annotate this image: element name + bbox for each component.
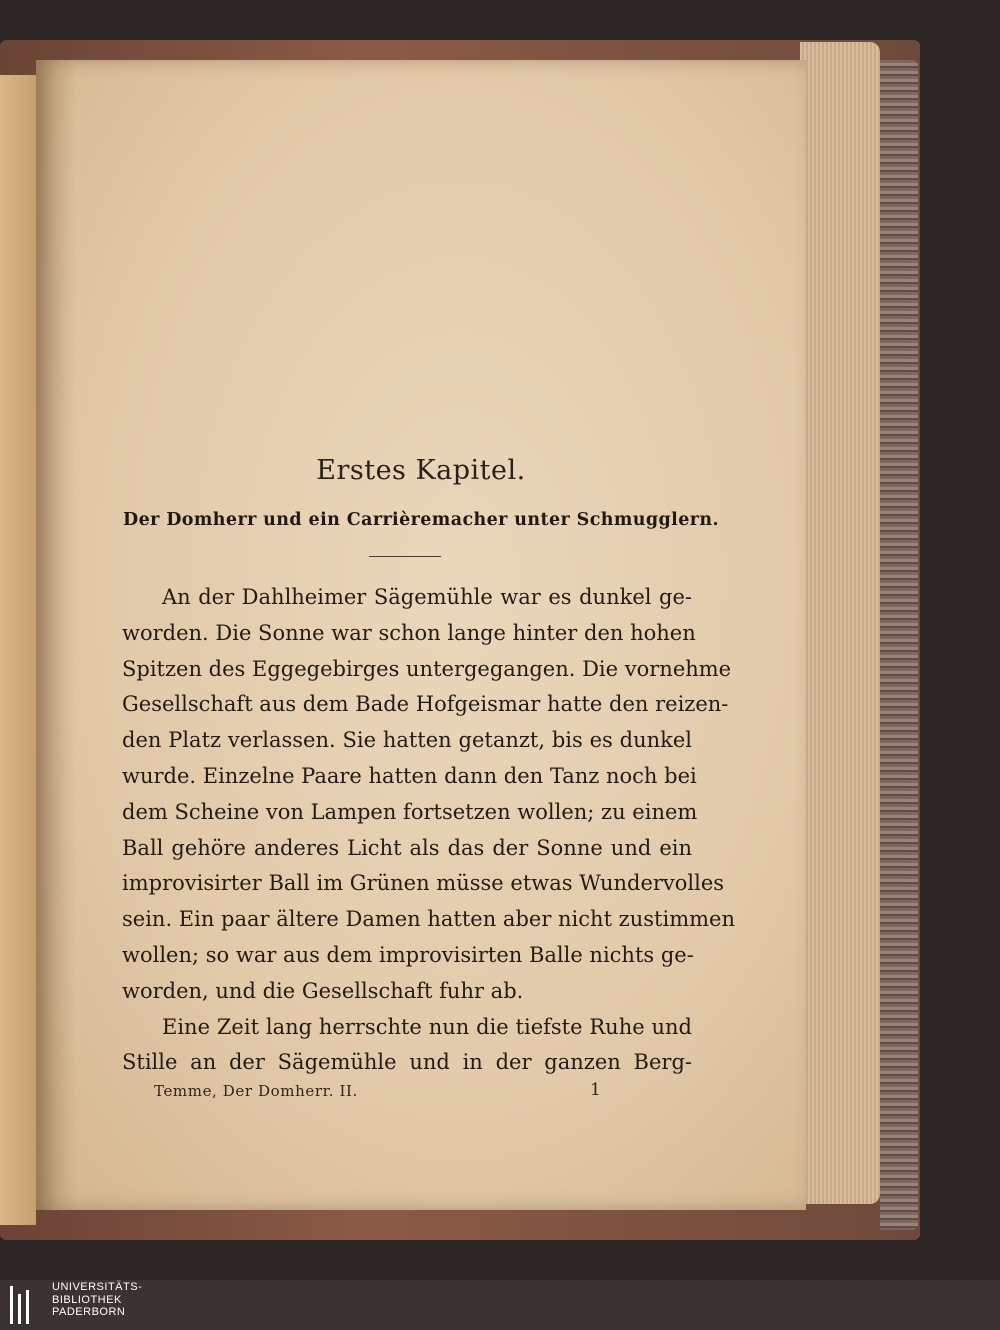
text-line: dem Scheine von Lampen fortsetzen wollen; zu einem xyxy=(122,799,698,824)
chapter-title: Erstes Kapitel. xyxy=(316,455,526,486)
text-line: Gesellschaft aus dem Bade Hofgeismar hatte den reizen- xyxy=(122,692,729,717)
text-line: den Platz verlassen. Sie hatten getanzt, bis es dunkel xyxy=(122,728,692,753)
left-page-edge xyxy=(0,75,36,1225)
text-line: Spitzen des Eggegebirges untergegangen. Die vornehme xyxy=(122,656,732,681)
library-line: BIBLIOTHEK xyxy=(52,1293,122,1306)
text-line: An der Dahlheimer Sägemühle war es dunkel ge- xyxy=(162,585,692,609)
text-line: worden. Die Sonne war schon lange hinter den hohen xyxy=(122,620,696,645)
text-line: sein. Ein paar ältere Damen hatten aber nicht zustimmen xyxy=(122,907,735,932)
text-line: wurde. Einzelne Paare hatten dann den Tanz noch bei xyxy=(122,763,697,788)
book-page xyxy=(36,60,806,1210)
cover-edge xyxy=(880,60,918,1230)
text-line: worden, und die Gesellschaft fuhr ab. xyxy=(122,978,524,1003)
text-line: Stille an der Sägemühle und in der ganzen Berg- xyxy=(122,1050,692,1075)
page-number: 1 xyxy=(590,1080,601,1100)
text-line: wollen; so war aus dem improvisirten Balle nichts ge- xyxy=(122,942,694,967)
text-line: improvisirter Ball im Grünen müsse etwas Wundervolles xyxy=(122,871,725,896)
library-logo-icon xyxy=(10,1286,29,1324)
chapter-subtitle: Der Domherr und ein Carrièremacher unter Schmugglern. xyxy=(123,510,719,530)
library-footer-bar xyxy=(0,1280,1000,1330)
divider xyxy=(369,556,441,557)
page-edges xyxy=(800,42,880,1204)
library-name xyxy=(52,1281,142,1319)
text-line: Ball gehöre anderes Licht als das der Sonne und ein xyxy=(122,835,692,860)
library-line: UNIVERSITÄTS- xyxy=(52,1281,143,1293)
library-line: PADERBORN xyxy=(52,1306,126,1318)
body-text xyxy=(122,580,735,1081)
footer-signature: Temme, Der Domherr. II. xyxy=(154,1082,358,1100)
text-line: Eine Zeit lang herrschte nun die tiefste Ruhe und xyxy=(162,1014,692,1039)
